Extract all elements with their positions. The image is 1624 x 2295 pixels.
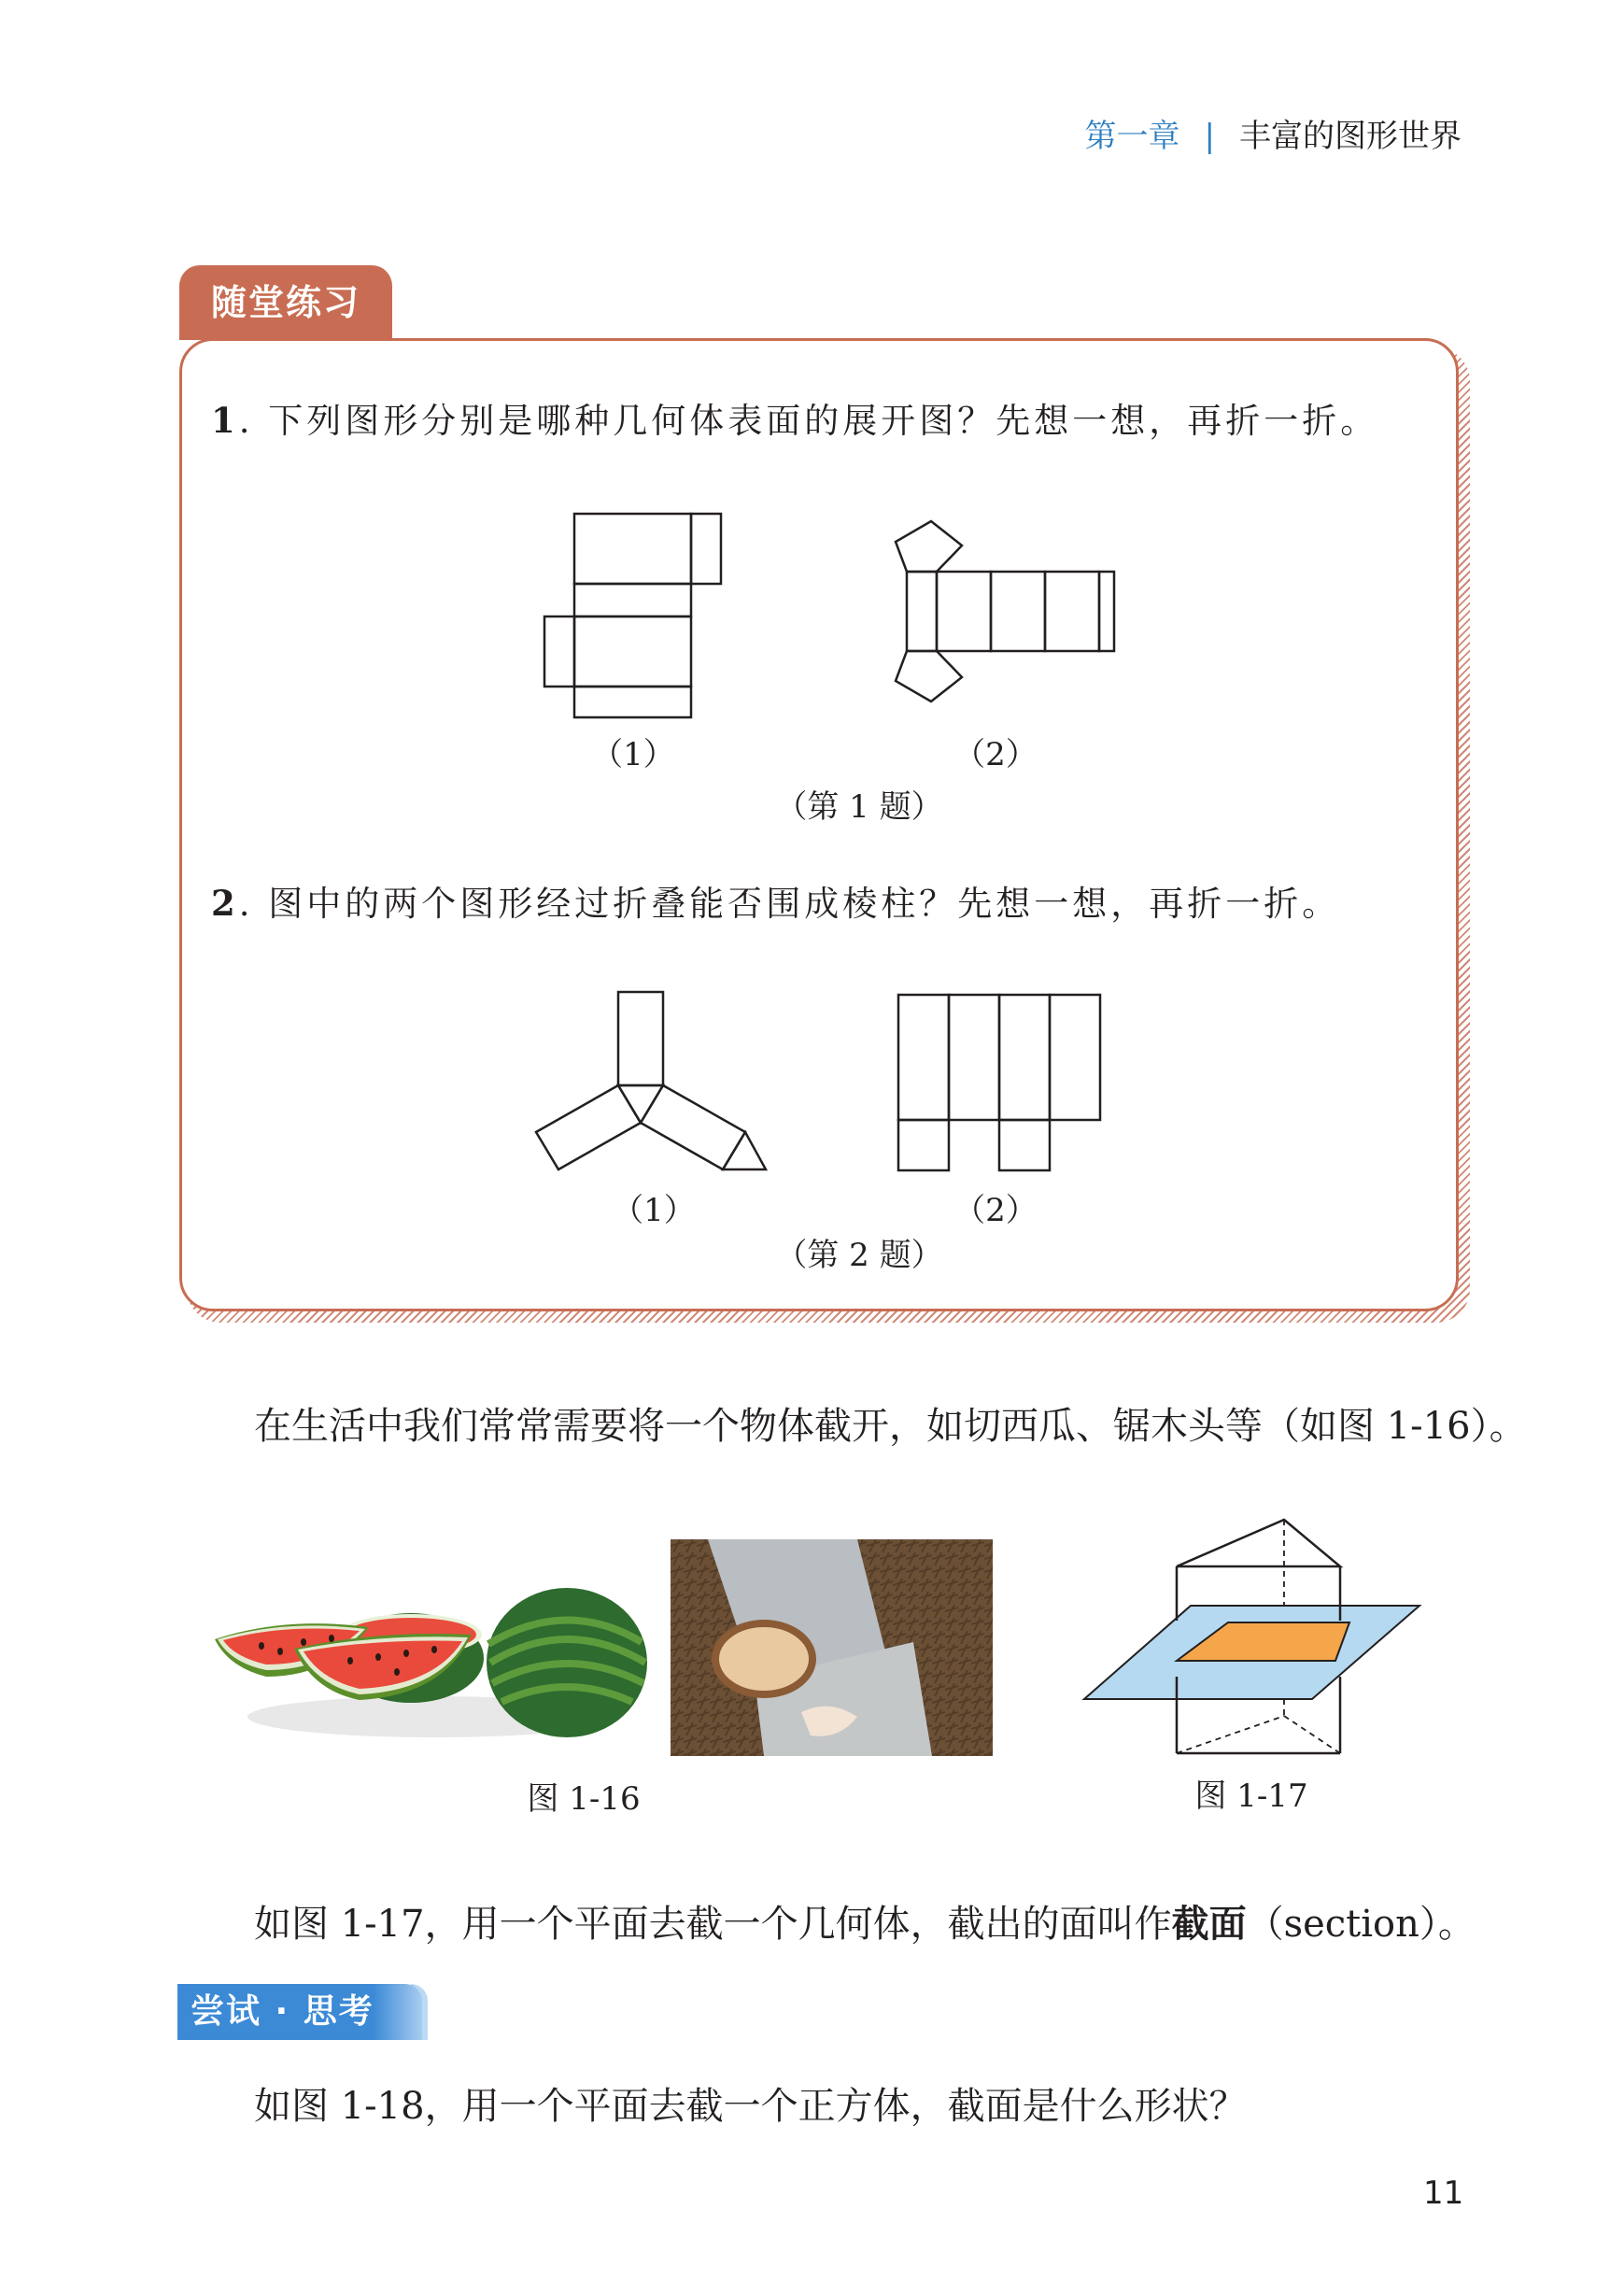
net-face	[544, 616, 574, 687]
term-section: 截面	[1171, 1902, 1247, 1946]
running-header	[1085, 110, 1462, 156]
paragraph-3: 如图 1-18，用一个平面去截一个正方体，截面是什么形状？	[254, 2085, 1247, 2128]
q2-caption-1: （1）	[612, 1192, 696, 1229]
pentagon-bottom	[896, 651, 962, 701]
q1-caption-2: （2）	[953, 736, 1038, 773]
cut-surface	[715, 1623, 812, 1694]
chapter-title: 丰富的图形世界	[1239, 118, 1462, 155]
q1-figure-caption: （第 1 题）	[775, 788, 943, 826]
q1-net-1	[532, 504, 747, 719]
page-number: 11	[1423, 2175, 1464, 2212]
prism-section-diagram	[1079, 1509, 1424, 1761]
net-face	[999, 995, 1050, 1120]
figure-1-17-caption: 图 1-17	[1194, 1778, 1308, 1815]
net-face	[574, 584, 691, 616]
question-1-number: 1	[211, 400, 239, 441]
net-square	[999, 1120, 1050, 1170]
header-separator: |	[1204, 118, 1215, 155]
q2-caption-2: （2）	[953, 1192, 1038, 1229]
paragraph-2: 如图 1-17，用一个平面去截一个几何体，截出的面叫作截面（section）。	[254, 1902, 1476, 1946]
net-face	[907, 572, 937, 651]
net-triangle	[723, 1132, 766, 1169]
pentagon-top	[896, 521, 962, 572]
net-face	[536, 1085, 641, 1169]
net-face	[574, 687, 691, 717]
chapter-label: 第一章	[1084, 118, 1180, 155]
question-2: 2. 图中的两个图形经过折叠能否围成棱柱？先想一想，再折一折。	[211, 883, 1341, 924]
question-2-text: 图中的两个图形经过折叠能否围成棱柱？先想一想，再折一折。	[268, 884, 1341, 924]
question-1-text: 下列图形分别是哪种几何体表面的展开图？先想一想，再折一折。	[268, 401, 1379, 441]
net-face	[1050, 995, 1100, 1120]
exercise-tab: 随堂练习	[179, 265, 392, 340]
watermelon-photo	[210, 1560, 649, 1775]
net-face	[691, 514, 721, 584]
net-face	[898, 995, 949, 1120]
net-face	[1099, 572, 1114, 651]
net-face	[574, 616, 691, 687]
log-photo	[671, 1539, 993, 1756]
net-triangle	[618, 1085, 663, 1123]
net-square	[898, 1120, 949, 1170]
question-2-number: 2	[211, 883, 239, 924]
figure-1-16-caption: 图 1-16	[527, 1780, 641, 1818]
q1-caption-1: （1）	[591, 736, 675, 773]
q2-net-2	[887, 985, 1111, 1177]
q1-net-2	[883, 504, 1116, 719]
net-face	[618, 992, 663, 1085]
net-face	[1045, 572, 1099, 651]
question-1: 1. 下列图形分别是哪种几何体表面的展开图？先想一想，再折一折。	[211, 400, 1379, 441]
q2-figure-caption: （第 2 题）	[775, 1237, 943, 1274]
net-face	[949, 995, 999, 1120]
q2-net-1	[523, 981, 784, 1186]
try-think-label: 尝试 · 思考	[191, 1992, 374, 2031]
net-face	[937, 572, 991, 651]
paragraph-1: 在生活中我们常常需要将一个物体截开，如切西瓜、锯木头等（如图 1-16）。	[254, 1405, 1527, 1448]
prism-top	[1177, 1520, 1340, 1566]
net-face	[574, 514, 691, 584]
net-face	[991, 572, 1045, 651]
